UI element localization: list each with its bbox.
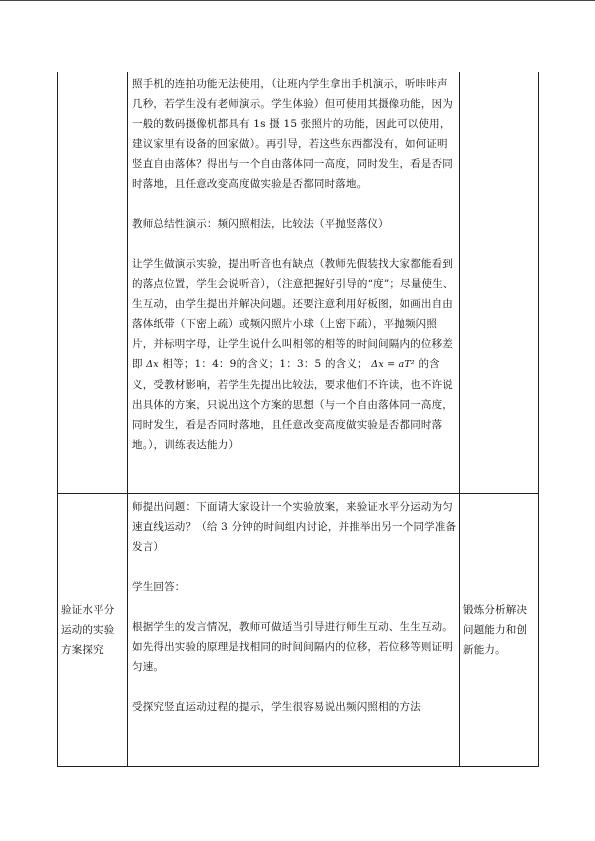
paragraph: 教师总结性演示：频闪照相法，比较法（平抛竖落仪） — [132, 218, 389, 230]
paragraph-text: 相等；1：4：9的含义；1：3：5 的含义； — [162, 358, 368, 370]
formula-delta-x: Δx — [146, 359, 159, 370]
table-col-divider-2 — [459, 72, 460, 766]
formula-delta-x-at2: Δx = aT² — [371, 359, 415, 370]
paragraph: 受探究竖直运动过程的提示，学生很容易说出频闪照相的方法 — [132, 701, 421, 713]
paragraph: 师提出问题：下面请大家设计一个实验放案，来验证水平分运动为匀速直线运动？（给 3 分钟的时间组内讨论，并推举出另一个同学准备发言） — [132, 501, 457, 553]
process-cell-row2 — [132, 497, 457, 717]
table-col-divider-1 — [127, 72, 128, 766]
table-left-border — [57, 72, 58, 766]
design-intent-cell — [463, 600, 535, 660]
top-divider — [0, 0, 595, 1]
design-intent: 锻炼分析解决问题能力和创新能力。 — [463, 604, 528, 656]
paragraph: 学生回答： — [132, 581, 186, 593]
paragraph: 照手机的连拍功能无法使用，（让班内学生拿出手机演示，听咔咔声几秒，若学生没有老师演示。学生体验）但可使用其摄像功能，因为一般的数码摄像机都具有 1s 摄 15 张照片的功能，因此可以使用，建议家里有设备的回家做）。再引导，若这些东西都没有，如何证明竖直自由落体？得出与一个自由落体同一高度，同时发生，看是否同时落地，且任意改变高度做实验是否都同时落地。 — [132, 78, 453, 190]
table-row-divider — [57, 493, 539, 494]
paragraph: 根据学生的发言情况，教师可做适当引导进行师生互动、生生互动。如先得出实验的原理是找相同的时间间隔内的位移，若位移等则证明匀速。 — [132, 621, 453, 673]
table-bottom-border — [57, 766, 539, 767]
topic-label: 验证水平分运动的实验方案探究 — [61, 604, 115, 656]
table-right-border — [538, 72, 539, 766]
paragraph — [132, 254, 457, 455]
paragraph-text: 让学生做演示实验，提出听音也有缺点（教师先假装找大家都能看到的落点位置，学生会说听音），（注意把握好引导的“度”；尽量使生、生互动，由学生提出并解决问题。还要注意利用好板图，如画出自由落体纸带（下密上疏）或频闪照片小球（上密下疏），平抛频闪照片，并标明字母，让学生说什么叫相邻的相等的时间间隔内的位移差即 — [132, 258, 454, 370]
paragraph-text: 的含义，受教材影响，若学生先提出比较法，要求他们不许读，也不许说出具体的方案，只说出这个方案的思想（与一个自由落体同一高度，同时发生，看是否同时落地，且任意改变高度做实验是否都同时落地。），训练表达能力） — [132, 358, 453, 451]
process-cell-row1 — [132, 74, 457, 455]
topic-label-cell — [61, 600, 125, 660]
